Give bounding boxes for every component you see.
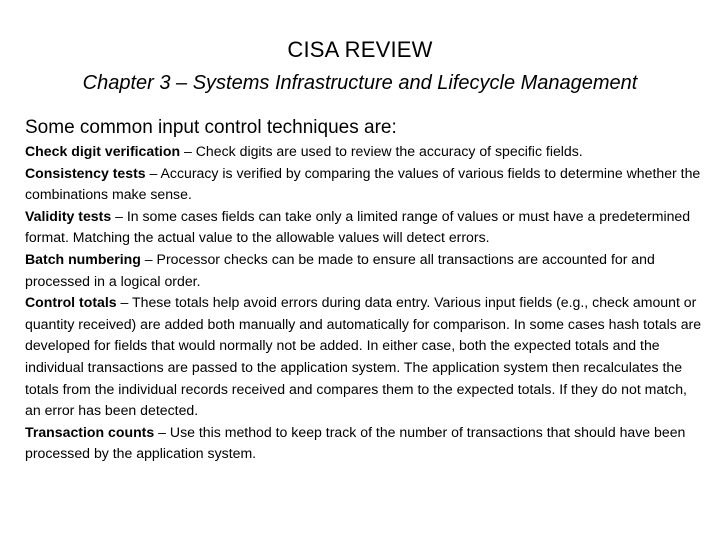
- technique-list: [25, 141, 705, 465]
- technique-term: Batch numbering: [25, 250, 141, 267]
- technique-item-batch-numbering: [25, 249, 705, 292]
- technique-term: Check digit verification: [25, 143, 181, 159]
- technique-item-transaction-counts: [25, 422, 705, 465]
- technique-term: Transaction counts: [25, 423, 155, 440]
- slide-title: CISA REVIEW: [287, 37, 433, 62]
- technique-item-check-digit: [25, 141, 705, 163]
- technique-description: – These totals help avoid errors during data entry. Various input fields (e.g., check amount or quantity received) are added both manually and automatically for comparison. In some cases hash totals are developed for fields that would normally not be added. In either case, both the expected totals and the individual transactions are passed to the application system. The application system then recalculates the totals from the individual records received and compares them to the expected totals. If they do not match, an error has been detected.: [25, 294, 702, 419]
- technique-item-validity: [25, 206, 705, 249]
- technique-description: – Accuracy is verified by comparing the values of various fields to determine whether the combinations make sense.: [25, 164, 701, 203]
- technique-description: – Check digits are used to review the accuracy of specific fields.: [180, 143, 583, 159]
- technique-term: Consistency tests: [25, 164, 146, 181]
- intro-text: Some common input control techniques are:: [25, 117, 397, 138]
- technique-description: – In some cases fields can take only a limited range of values or must have a predetermined format. Matching the actual value to the allowable values will detect errors.: [25, 207, 691, 246]
- technique-description: – Use this method to keep track of the number of transactions that should have been processed by the application system.: [25, 423, 686, 462]
- technique-term: Validity tests: [25, 207, 112, 224]
- slide-subtitle: Chapter 3 – Systems Infrastructure and Lifecycle Management: [82, 72, 638, 94]
- technique-description: – Processor checks can be made to ensure all transactions are accounted for and processed in a logical order.: [25, 250, 655, 289]
- technique-term: Control totals: [25, 294, 117, 311]
- technique-item-control-totals: [25, 292, 705, 422]
- technique-item-consistency: [25, 163, 705, 206]
